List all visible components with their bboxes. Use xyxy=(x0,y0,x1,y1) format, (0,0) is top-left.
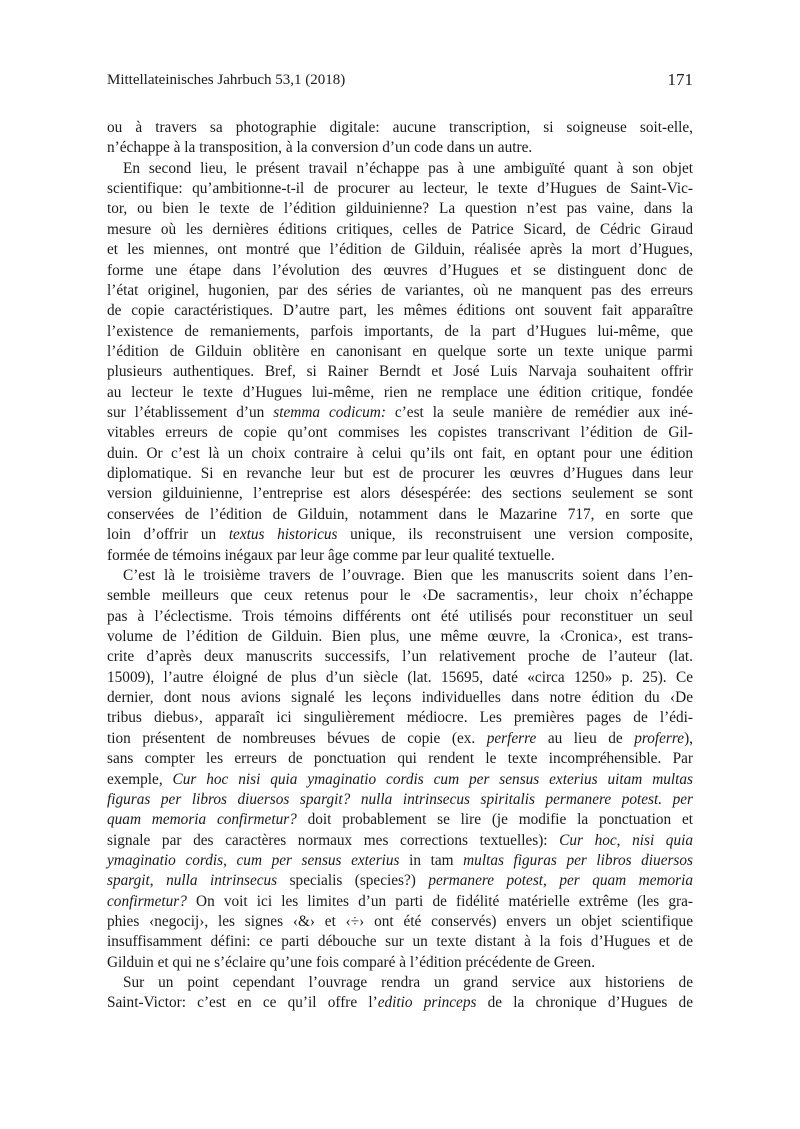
text-line xyxy=(107,953,693,973)
text-segment: c’est la seule manière de remédier aux iné- xyxy=(385,404,694,422)
text-line xyxy=(107,159,693,179)
text-line xyxy=(107,525,693,545)
text-segment: Sur un point cependant l’ouvrage rendra un grand service aux historiens de xyxy=(123,974,693,992)
text-segment: tor, ou bien le texte de l’édition gilduinienne? La question n’est pas vaine, dans la xyxy=(107,200,693,218)
italic-text: stemma codicum: xyxy=(273,404,386,422)
italic-text: confirmetur? xyxy=(107,892,187,910)
text-line xyxy=(107,749,693,769)
text-line xyxy=(107,770,693,790)
text-segment: pas à l’éclectisme. Trois témoins différents ont été utilisés pour reconstituer un seul xyxy=(107,607,693,625)
italic-text: textus historicus xyxy=(228,526,338,544)
text-line xyxy=(107,892,693,912)
text-line xyxy=(107,423,693,443)
text-segment: specialis (species?) xyxy=(277,872,429,890)
text-segment: 15009), l’autre éloigné de plus d’un siècle (lat. 15695, daté «circa 1250» p. 25). Ce xyxy=(107,668,693,686)
text-line xyxy=(107,281,693,301)
text-segment: ou à travers sa photographie digitale: aucune transcription, si soigneuse soit-elle, xyxy=(107,119,693,136)
text-line xyxy=(107,668,693,688)
text-line xyxy=(107,586,693,606)
text-segment: version gilduinienne, l’entreprise est alors désespérée: des sections seulement se sont xyxy=(107,485,693,503)
text-segment: tion présentent de nombreuses bévues de copie (ex. xyxy=(107,729,487,747)
italic-text: Cur hoc nisi quia ymaginatio cordis cum per sensus exterius uitam multas xyxy=(172,770,694,788)
text-segment: volume de l’édition de Gilduin. Bien plus, une même œuvre, la ‹Cronica›, est trans- xyxy=(107,627,693,645)
italic-text: proferre xyxy=(634,729,685,747)
italic-text: nulla intrinsecus xyxy=(166,872,278,890)
text-segment: , xyxy=(616,831,633,849)
text-segment: l’existence de remaniements, parfois importants, de la part d’Hugues lui-même, que xyxy=(107,322,693,340)
text-segment: insuffisamment défini: ce parti débouche sur un texte distant à la fois d’Hugues et de xyxy=(107,933,693,951)
italic-text: quam memoria confirmetur? xyxy=(107,811,297,829)
text-segment: dernier, dont nous avions signalé les leçons individuelles dans notre édition du ‹De xyxy=(107,689,693,707)
text-segment: On voit ici les limites d’un parti de fidélité matérielle extrême (les gra- xyxy=(186,892,693,910)
text-line xyxy=(107,199,693,219)
text-segment: ), xyxy=(684,729,693,747)
text-segment: l’édition de Gilduin oblitère en canonisant en quelque sorte un texte unique parmi xyxy=(107,342,693,360)
text-segment: , xyxy=(543,872,560,890)
text-line xyxy=(107,688,693,708)
text-line xyxy=(107,179,693,199)
italic-text: per quam memoria xyxy=(559,872,694,890)
text-line xyxy=(107,118,693,138)
text-segment: signale par des caractères normaux mes corrections textuelles): xyxy=(107,831,560,849)
text-line xyxy=(107,871,693,891)
text-segment: au lieu de xyxy=(536,729,635,747)
text-segment: de copie caractéristiques. D’autre part, les mêmes éditions ont souvent fait apparaître xyxy=(107,302,693,320)
text-line xyxy=(107,831,693,851)
page-number: 171 xyxy=(667,70,693,89)
italic-text: multas figuras per libros diuersos xyxy=(463,851,693,869)
body-text xyxy=(107,118,693,1014)
text-line xyxy=(107,301,693,321)
text-line xyxy=(107,138,693,158)
text-segment: vitables erreurs de copie qu’ont commises les copistes transcrivant l’édition de Gil- xyxy=(107,424,693,442)
text-line xyxy=(107,464,693,484)
text-segment: tribus diebus›, apparaît ici singulièrement médiocre. Les premières pages de l’édi- xyxy=(107,709,693,727)
text-line xyxy=(107,505,693,525)
text-line xyxy=(107,261,693,281)
text-line xyxy=(107,546,693,566)
italic-text: ymaginatio cordis, cum per sensus exterius xyxy=(107,851,400,869)
text-segment: de la chronique d’Hugues de xyxy=(476,994,693,1012)
journal-title: Mittellateinisches Jahrbuch 53,1 (2018) xyxy=(107,72,346,88)
text-segment: , xyxy=(149,872,167,890)
text-line xyxy=(107,607,693,627)
text-segment: Saint-Victor: c’est en ce qu’il offre l’ xyxy=(107,994,378,1012)
text-line xyxy=(107,912,693,932)
text-line xyxy=(107,403,693,423)
text-segment: unique, ils reconstruisent une version composite, xyxy=(337,526,693,544)
text-line xyxy=(107,383,693,403)
text-line xyxy=(107,362,693,382)
text-line xyxy=(107,790,693,810)
text-line xyxy=(107,810,693,830)
italic-text: permanere potest xyxy=(428,872,544,890)
text-segment: loin d’offrir un xyxy=(107,526,229,544)
text-segment: C’est là le troisième travers de l’ouvrage. Bien que les manuscrits soient dans l’en- xyxy=(123,566,693,584)
italic-text: perferre xyxy=(486,729,537,747)
text-line xyxy=(107,851,693,871)
text-segment: crite d’après deux manuscrits successifs, l’un relativement proche de l’auteur (lat. xyxy=(107,648,693,666)
text-segment: scientifique: qu’ambitionne-t-il de procurer au lecteur, le texte d’Hugues de Saint-Vic- xyxy=(107,180,693,198)
text-line xyxy=(107,729,693,749)
text-segment: exemple, xyxy=(107,770,173,788)
text-segment: forme une étape dans l’évolution des œuvres d’Hugues et se distinguent donc de xyxy=(107,261,693,279)
text-line xyxy=(107,240,693,260)
italic-text: spargit xyxy=(107,872,150,890)
text-line xyxy=(107,973,693,993)
text-segment: conservées de l’édition de Gilduin, notamment dans le Mazarine 717, en sorte que xyxy=(107,505,693,523)
text-line xyxy=(107,993,693,1013)
text-segment: mesure où les dernières éditions critiques, celles de Patrice Sicard, de Cédric Giraud xyxy=(107,220,693,238)
text-line xyxy=(107,220,693,240)
text-segment: in tam xyxy=(399,851,464,869)
text-segment: plusieurs authentiques. Bref, si Rainer Berndt et José Luis Narvaja souhaitent offrir xyxy=(107,363,693,381)
text-line xyxy=(107,647,693,667)
text-line xyxy=(107,932,693,952)
italic-text: Cur hoc xyxy=(559,831,617,849)
italic-text: figuras per libros diuersos spargit? nulla intrinsecus spiritalis permanere potest. per xyxy=(107,790,693,808)
text-segment: En second lieu, le présent travail n’échappe pas à une ambiguïté quant à son objet xyxy=(123,159,693,177)
text-line xyxy=(107,342,693,362)
text-line xyxy=(107,322,693,342)
text-segment: phies ‹negocij›, les signes ‹&› et ‹÷› ont été conservés) envers un objet scientifique xyxy=(107,913,693,931)
text-segment: n’échappe à la transposition, à la conversion d’un code dans un autre. xyxy=(107,139,533,157)
text-segment: au lecteur le texte d’Hugues lui-même, rien ne remplace une édition critique, fondée xyxy=(107,383,693,401)
italic-text: editio princeps xyxy=(377,994,477,1012)
text-segment: formée de témoins inégaux par leur âge comme par leur qualité textuelle. xyxy=(107,546,555,564)
text-line xyxy=(107,566,693,586)
text-line xyxy=(107,627,693,647)
text-line xyxy=(107,708,693,728)
text-segment: diplomatique. Si en revanche leur but est de procurer les œuvres d’Hugues dans leur xyxy=(107,465,693,483)
text-segment: sans compter les erreurs de ponctuation qui rendent le texte incompréhensible. Par xyxy=(107,750,693,768)
text-segment: et les miennes, ont montré que l’édition de Gilduin, réalisée après la mort d’Hugues, xyxy=(107,241,693,259)
text-segment: doit probablement se lire (je modifie la ponctuation et xyxy=(296,811,693,829)
text-segment: semble meilleurs que ceux retenus pour le ‹De sacramentis›, leur choix n’échappe xyxy=(107,587,693,605)
text-segment: sur l’établissement d’un xyxy=(107,404,274,422)
text-segment: l’état originel, hugonien, par des séries de variantes, où ne manquent pas des erreurs xyxy=(107,281,693,299)
text-line xyxy=(107,484,693,504)
text-segment: duin. Or c’est là un choix contraire à celui qu’ils ont fait, en optant pour une édition xyxy=(107,444,693,462)
text-segment: Gilduin et qui ne s’éclaire qu’une fois comparé à l’édition précédente de Green. xyxy=(107,953,596,971)
italic-text: nisi quia xyxy=(632,831,693,849)
running-header xyxy=(107,72,693,94)
text-line xyxy=(107,444,693,464)
